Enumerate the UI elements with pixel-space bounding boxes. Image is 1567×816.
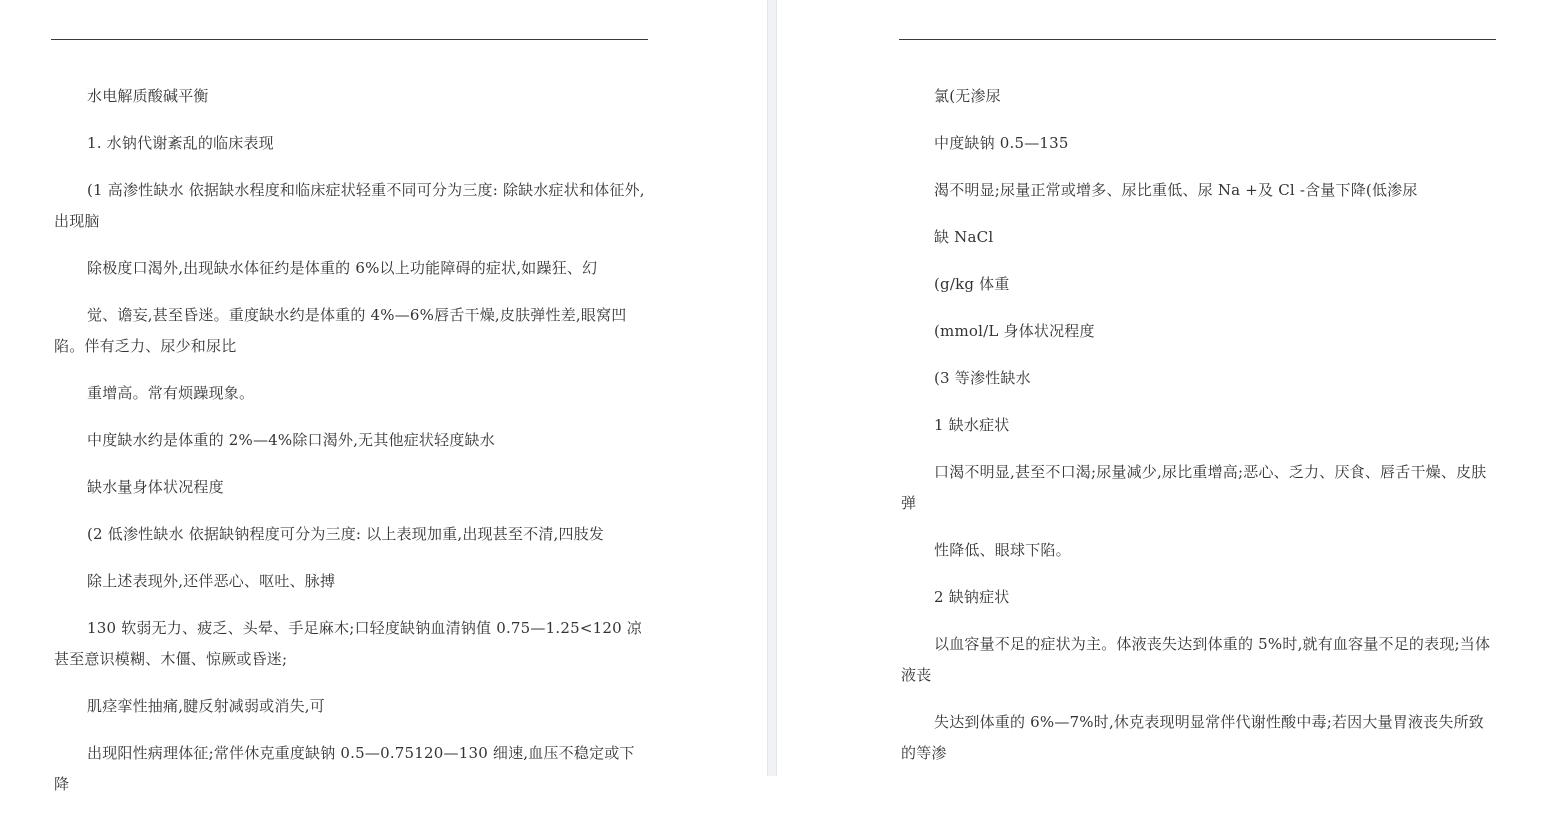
- paragraph: 除上述表现外,还伴恶心、呕吐、脉搏: [87, 572, 336, 590]
- paragraph: 以血容量不足的症状为主。体液丧失达到体重的 5%时,就有血容量不足的表现;当体液丧: [901, 635, 1491, 684]
- paragraph: 肌痉挛性抽痛,腱反射减弱或消失,可: [87, 697, 325, 715]
- paragraph: (3 等渗性缺水: [934, 369, 1031, 387]
- paragraph: 中度缺水约是体重的 2%—4%除口渴外,无其他症状轻度缺水: [87, 431, 495, 449]
- paragraph: 重增高。常有烦躁现象。: [87, 384, 255, 402]
- document-page-left: [0, 0, 767, 793]
- paragraph: 性降低、眼球下陷。: [934, 541, 1071, 559]
- paragraph: 失达到体重的 6%—7%时,休克表现明显常伴代谢性酸中毒;若因大量胃液丧失所致的等渗: [901, 713, 1484, 762]
- paragraph-title: 水电解质酸碱平衡: [87, 87, 209, 105]
- paragraph: 除极度口渴外,出现缺水体征约是体重的 6%以上功能障碍的症状,如躁狂、幻: [87, 259, 598, 277]
- page-gutter: [767, 0, 777, 776]
- header-rule: [51, 39, 648, 40]
- paragraph: (1 高渗性缺水 依据缺水程度和临床症状轻重不同可分为三度: 除缺水症状和体征外,出现脑: [54, 181, 645, 230]
- paragraph: 1 缺水症状: [934, 416, 1010, 434]
- document-page-right: [777, 0, 1567, 776]
- paragraph: 觉、谵妄,甚至昏迷。重度缺水约是体重的 4%—6%唇舌干燥,皮肤弹性差,眼窝凹陷。伴有乏力、尿少和尿比: [54, 306, 627, 355]
- paragraph: 出现阳性病理体征;常伴休克重度缺钠 0.5—0.75120—130 细速,血压不稳定或下降: [54, 744, 635, 793]
- paragraph: 缺水量身体状况程度: [87, 478, 224, 496]
- paragraph: 缺 NaCl: [934, 228, 994, 246]
- paragraph: 口渴不明显,甚至不口渴;尿量减少,尿比重增高;恶心、乏力、厌食、唇舌干燥、皮肤弹: [901, 463, 1487, 512]
- paragraph: 渴不明显;尿量正常或增多、尿比重低、尿 Na +及 Cl -含量下降(低渗尿: [934, 181, 1418, 199]
- paragraph: 氯(无渗尿: [934, 87, 1001, 105]
- paragraph: 130 软弱无力、疲乏、头晕、手足麻木;口轻度缺钠血清钠值 0.75—1.25<120 凉甚至意识模糊、木僵、惊厥或昏迷;: [54, 619, 642, 668]
- paragraph: (mmol/L 身体状况程度: [934, 322, 1095, 340]
- header-rule: [899, 39, 1496, 40]
- page-body: [901, 81, 1499, 785]
- paragraph: (g/kg 体重: [934, 275, 1010, 293]
- paragraph: 中度缺钠 0.5—135: [934, 134, 1069, 152]
- page-body: [54, 81, 648, 816]
- paragraph: (2 低渗性缺水 依据缺钠程度可分为三度: 以上表现加重,出现甚至不清,四肢发: [87, 525, 605, 543]
- paragraph: 1. 水钠代谢紊乱的临床表现: [87, 134, 274, 152]
- paragraph: 2 缺钠症状: [934, 588, 1010, 606]
